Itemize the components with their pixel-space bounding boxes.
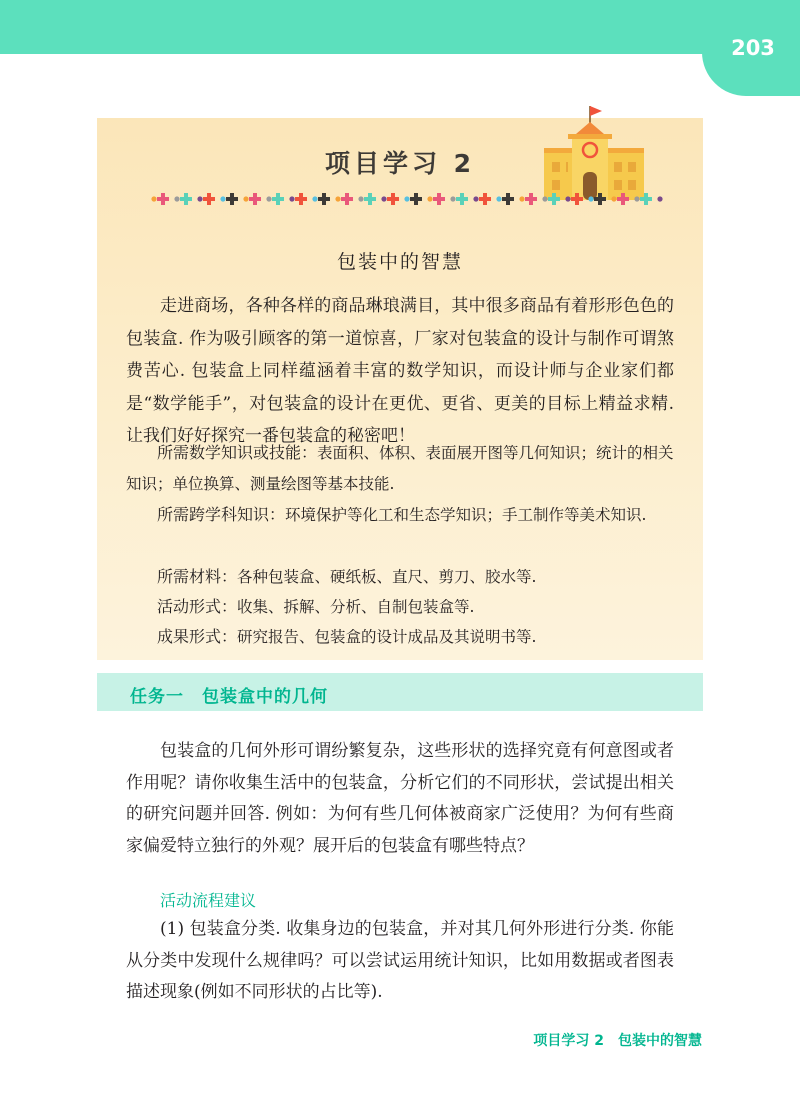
running-footer: 项目学习 2 包装中的智慧: [533, 1033, 702, 1049]
task-title: 任务一 包装盒中的几何: [130, 687, 328, 707]
requirement-materials: [126, 561, 674, 593]
requirement-text: 环境保护等化工和生态学知识；手工制作等美术知识.: [285, 506, 647, 524]
school-building-icon: [540, 104, 648, 200]
requirement-label: 所需跨学科知识：: [157, 505, 286, 524]
requirement-text: 表面积、体积、表面展开图等几何知识；统计的相关知识；单位换算、测量绘图等基本技能.: [126, 444, 674, 493]
requirement-label: 所需数学知识或技能：: [157, 443, 318, 462]
decorative-dot-cross-border: [148, 190, 668, 208]
requirement-cross-subject: [126, 499, 674, 531]
requirement-text: 收集、拆解、分析、自制包装盒等.: [237, 598, 475, 616]
activity-suggestion-heading: 活动流程建议: [160, 891, 257, 910]
project-intro-paragraph: 走进商场，各种各样的商品琳琅满目，其中很多商品有着形形色色的包装盒. 作为吸引顾客的第一道惊喜，厂家对包装盒的设计与制作可谓煞费苦心. 包装盒上同样蕴涵着丰富的数学知识，而设计师与企业家们都是“数学能手”，对包装盒的设计在更优、更省、更美的目标上精益求精. 让我们好好探究一番包装盒的秘密吧！: [126, 296, 674, 446]
activity-step-1: (1) 包装盒分类. 收集身边的包装盒，并对其几何外形进行分类. 你能从分类中发现什么规律吗？可以尝试运用统计知识，比如用数据或者图表描述现象(例如不同形状的占比等).: [126, 919, 674, 1002]
project-title: 项目学习 2: [324, 149, 476, 178]
requirement-activity-form: [126, 591, 674, 623]
requirement-text: 研究报告、包装盒的设计成品及其说明书等.: [237, 628, 537, 646]
top-band: [0, 0, 800, 54]
requirement-label: 成果形式：: [157, 627, 238, 646]
requirement-label: 所需材料：: [157, 567, 238, 586]
requirement-math: [126, 437, 674, 500]
requirement-text: 各种包装盒、硬纸板、直尺、剪刀、胶水等.: [237, 568, 537, 586]
requirement-outcome-form: [126, 621, 674, 653]
project-subtitle: 包装中的智慧: [336, 251, 463, 273]
task-body-paragraph: 包装盒的几何外形可谓纷繁复杂，这些形状的选择究竟有何意图或者作用呢？请你收集生活中的包装盒，分析它们的不同形状，尝试提出相关的研究问题并回答. 例如：为何有些几何体被商家广泛使用？为何有些商家偏爱特立独行的外观？展开后的包装盒有哪些特点？: [126, 741, 674, 856]
requirement-label: 活动形式：: [157, 597, 238, 616]
page-number: 203: [731, 36, 775, 60]
